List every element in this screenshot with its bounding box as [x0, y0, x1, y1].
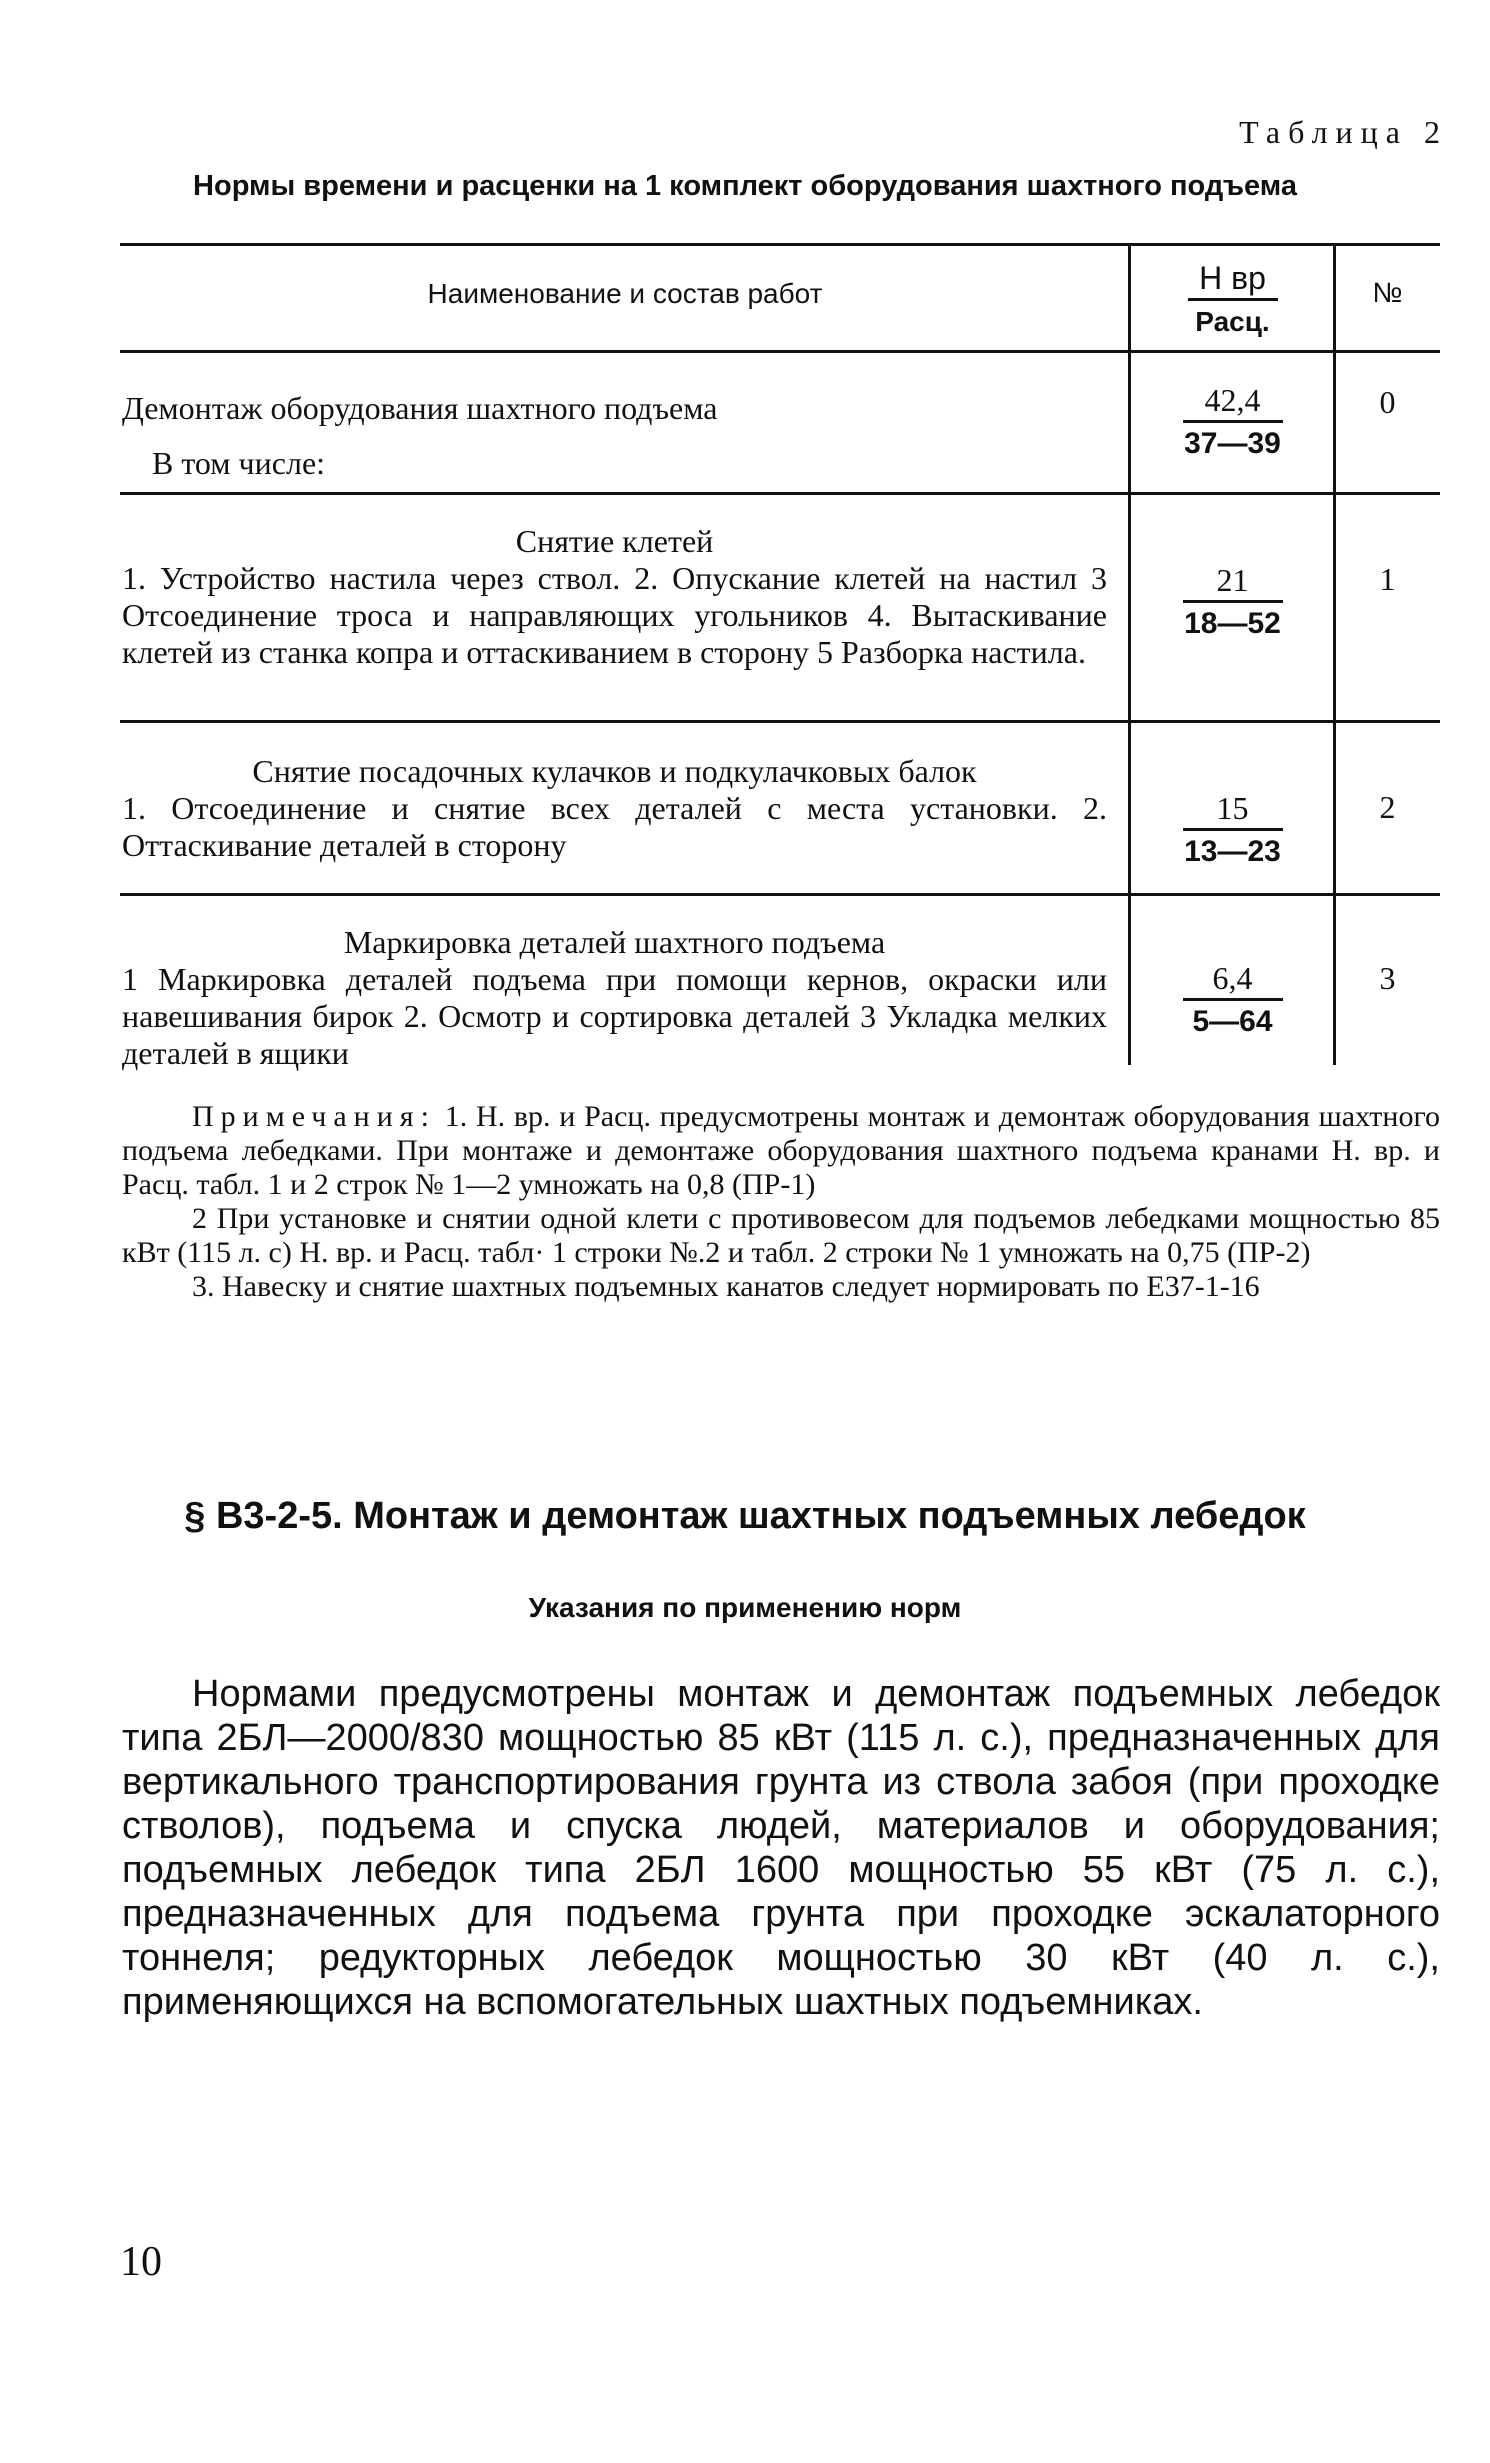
row-rate: 18—52 [1184, 607, 1281, 640]
table-row [122, 523, 1107, 671]
table-row [122, 753, 1107, 864]
row-heading: Маркировка деталей шахтного подъема [343, 924, 886, 960]
header-norm-rate [1130, 258, 1335, 343]
row-text-line: Демонтаж оборудования шахтного подъема [122, 390, 718, 426]
row-rule-2 [120, 720, 1440, 723]
table-top-rule [120, 243, 1440, 246]
note-item: 2 При установке и снятии одной клети с противовесом для подъемов лебедками мощностью 85 кВт (115 л. с) Н. вр. и Расц. табл· 1 строки №.2 и табл. 2 строки № 1 умножать на 0,75 (ПР-2) [122, 1202, 1440, 1269]
table-row [122, 381, 1107, 491]
table-title: Нормы времени и расценки на 1 комплект оборудования шахтного подъема [193, 170, 1297, 202]
row-norm: 42,4 [1204, 382, 1261, 418]
table-label: Таблица 2 [1239, 114, 1448, 150]
row-number: 0 [1379, 384, 1396, 420]
table-row [122, 924, 1107, 1072]
header-bottom-rule [120, 350, 1440, 353]
row-text-line: В том числе: [152, 445, 326, 481]
header-rate: Расц. [1195, 306, 1270, 337]
row-heading: Снятие посадочных кулачков и подкулачковых балок [252, 753, 977, 789]
column-rule-1 [1128, 243, 1131, 1065]
header-name: Наименование и состав работ [427, 278, 823, 309]
row-number: 3 [1379, 960, 1396, 996]
notes-lead: Примечания: [192, 1100, 436, 1133]
row-norm-rate [1130, 958, 1335, 1043]
row-rule-1 [120, 492, 1440, 495]
page-number: 10 [120, 2239, 162, 2285]
row-rate: 13—23 [1184, 835, 1281, 868]
section-subtitle: Указания по применению норм [528, 1592, 962, 1623]
row-rate: 37—39 [1184, 427, 1281, 460]
row-norm-rate [1130, 380, 1335, 465]
row-number: 1 [1379, 561, 1396, 597]
section-paragraph: Нормами предусмотрены монтаж и демонтаж подъемных лебедок типа 2БЛ—2000/830 мощностью 85 кВт (115 л. с.), предназначенных для вертикального транспортирования грунта из ствола забоя (при проходке стволов), подъема и спуска людей, материалов и оборудования; подъемных лебедок типа 2БЛ 1600 мощностью 55 кВт (75 л. с.), предназначенных для подъема грунта при проходке эскалаторного тоннеля; редукторных лебедок мощностью 30 кВт (40 л. с.), применяющихся на вспомогательных шахтных подъемниках. [122, 1673, 1440, 2023]
row-norm: 15 [1216, 790, 1249, 826]
row-norm: 21 [1216, 562, 1249, 598]
row-rule-3 [120, 893, 1440, 896]
table-notes [122, 1100, 1440, 1304]
header-number: № [1372, 277, 1403, 308]
row-norm: 6,4 [1212, 960, 1253, 996]
row-text: 1 Маркировка деталей подъема при помощи кернов, окраски или навешивания бирок 2. Осмотр и сортировка деталей 3 Укладка мелких деталей в ящики [122, 961, 1107, 1071]
row-norm-rate [1130, 560, 1335, 645]
row-rate: 5—64 [1192, 1005, 1273, 1038]
row-heading: Снятие клетей [515, 523, 714, 559]
row-number: 2 [1379, 789, 1396, 825]
note-item: Примечания: 1. Н. вр. и Расц. предусмотрены монтаж и демонтаж оборудования шахтного подъема лебедками. При монтаже и демонтаже оборудования шахтного подъема кранами Н. вр. и Расц. табл. 1 и 2 строк № 1—2 умножать на 0,8 (ПР-1) [122, 1100, 1441, 1201]
section-title: § В3-2-5. Монтаж и демонтаж шахтных подъемных лебедок [184, 1495, 1306, 1537]
row-norm-rate [1130, 788, 1335, 873]
row-text: 1. Отсоединение и снятие всех деталей с места установки. 2. Оттаскивание деталей в сторону [122, 790, 1107, 863]
note-item: 3. Навеску и снятие шахтных подъемных канатов следует нормировать по Е37-1-16 [192, 1270, 1260, 1303]
column-rule-2 [1333, 243, 1336, 1065]
row-text: 1. Устройство настила через ствол. 2. Опускание клетей на настил 3 Отсоединение троса и направляющих угольников 4. Вытаскивание клетей из станка копра и оттаскиванием в сторону 5 Разборка настила. [122, 560, 1107, 670]
header-norm: Н вр [1199, 260, 1266, 296]
